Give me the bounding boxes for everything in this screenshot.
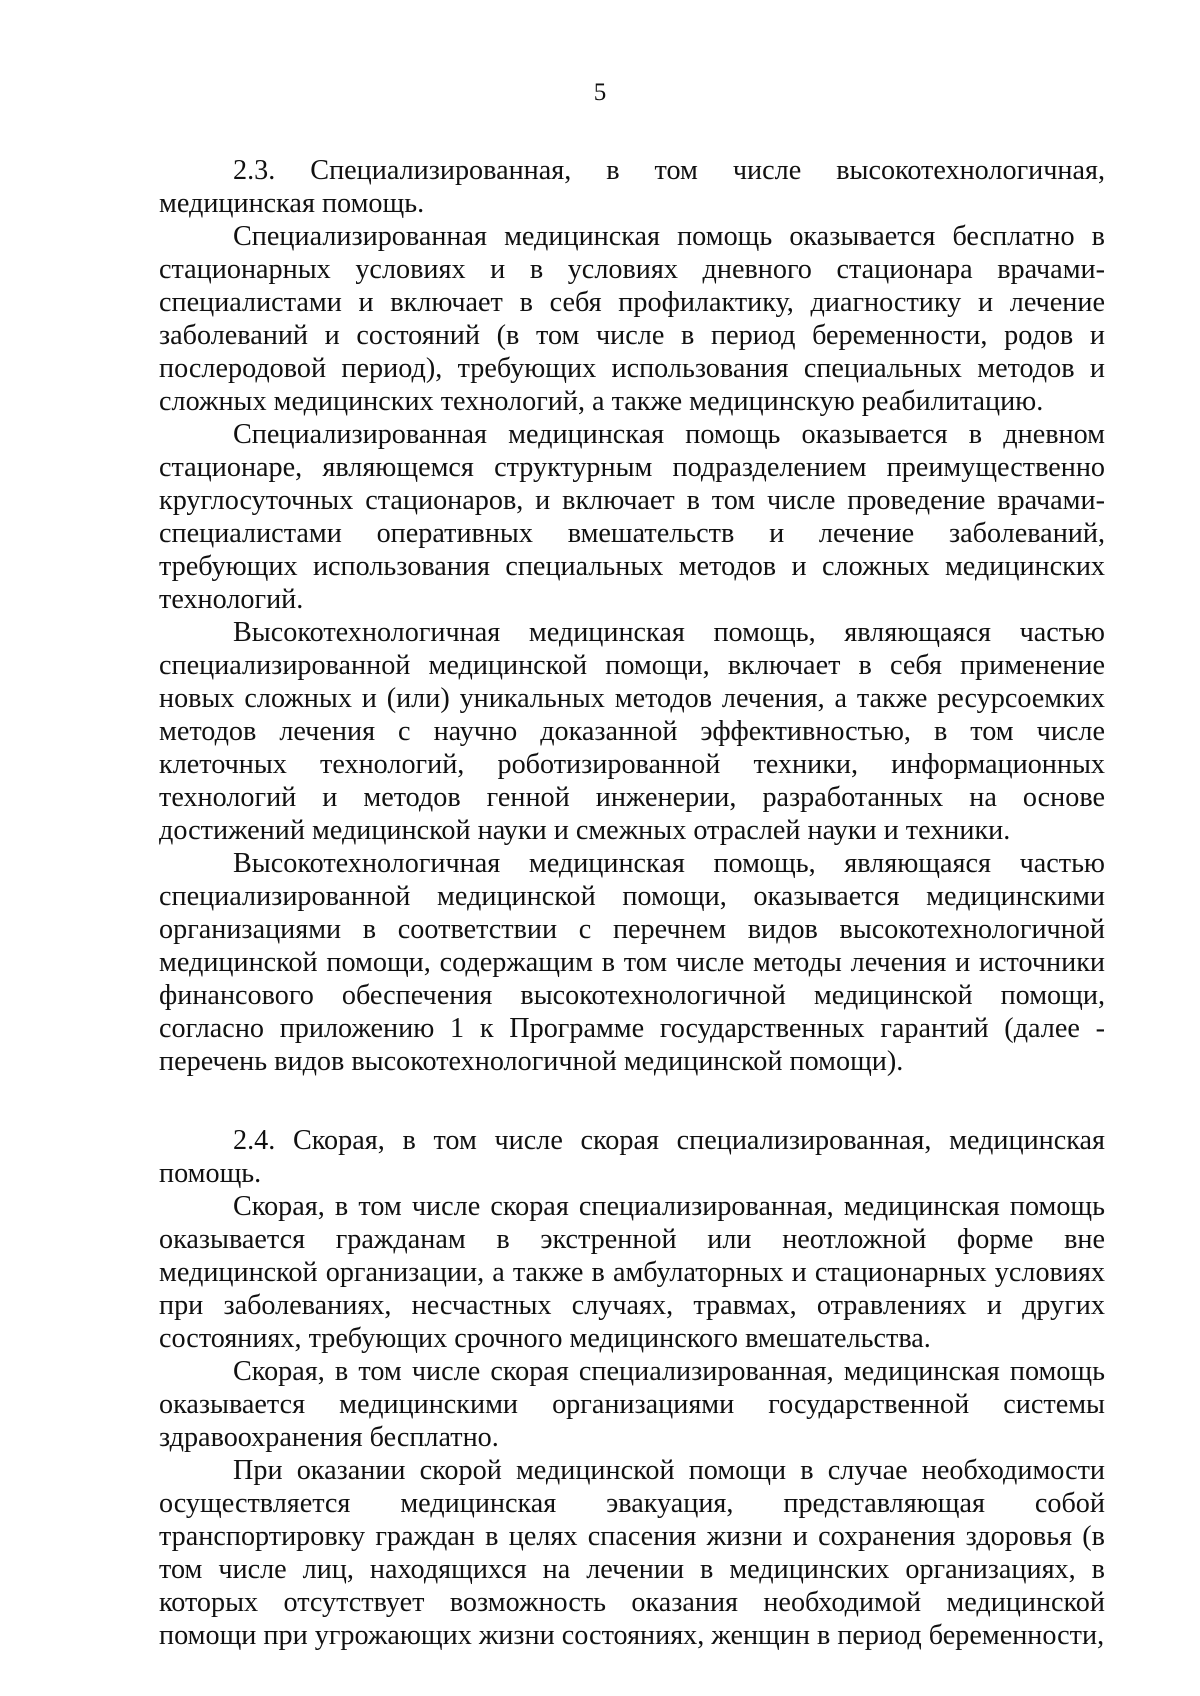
paragraph: Специализированная медицинская помощь оказывается бесплатно в стационарных условиях и в условиях дневного стационара врачами-специалистами и включает в себя профилактику, диагностику и лечение заболеваний и состояний (в том числе в период беременности, родов и послеродовой период), требующих использования специальных методов и сложных медицинских технологий, а также медицинскую реабилитацию. [159, 221, 1105, 417]
section-heading-2-3: 2.3. Специализированная, в том числе высокотехнологичная, медицинская помощь. [159, 155, 1105, 219]
page-number: 5 [593, 79, 607, 106]
paragraph: Скорая, в том числе скорая специализированная, медицинская помощь оказывается медицинскими организациями государственной системы здравоохранения бесплатно. [159, 1356, 1105, 1453]
document-body [159, 154, 1105, 1652]
paragraph: Высокотехнологичная медицинская помощь, являющаяся частью специализированной медицинской помощи, оказывается медицинскими организациями в соответствии с перечнем видов высокотехнологичной медицинской помощи, содержащим в том числе методы лечения и источники финансового обеспечения высокотехнологичной медицинской помощи, согласно приложению 1 к Программе государственных гарантий (далее - перечень видов высокотехнологичной медицинской помощи). [159, 848, 1105, 1077]
section-heading-2-4: 2.4. Скорая, в том числе скорая специализированная, медицинская помощь. [159, 1125, 1105, 1189]
paragraph: При оказании скорой медицинской помощи в случае необходимости осуществляется медицинская эвакуация, представляющая собой транспортировку граждан в целях спасения жизни и сохранения здоровья (в том числе лиц, находящихся на лечении в медицинских организациях, в которых отсутствует возможность оказания необходимой медицинской помощи при угрожающих жизни состояниях, женщин в период беременности, [159, 1455, 1105, 1651]
paragraph: Скорая, в том числе скорая специализированная, медицинская помощь оказывается гражданам в экстренной или неотложной форме вне медицинской организации, а также в амбулаторных и стационарных условиях при заболеваниях, несчастных случаях, травмах, отравлениях и других состояниях, требующих срочного медицинского вмешательства. [159, 1191, 1105, 1354]
paragraph: Высокотехнологичная медицинская помощь, являющаяся частью специализированной медицинской помощи, включает в себя применение новых сложных и (или) уникальных методов лечения, а также ресурсоемких методов лечения с научно доказанной эффективностью, в том числе клеточных технологий, роботизированной техники, информационных технологий и методов генной инженерии, разработанных на основе достижений медицинской науки и смежных отраслей науки и техники. [159, 617, 1105, 846]
paragraph: Специализированная медицинская помощь оказывается в дневном стационаре, являющемся структурным подразделением преимущественно круглосуточных стационаров, и включает в том числе проведение врачами-специалистами оперативных вмешательств и лечение заболеваний, требующих использования специальных методов и сложных медицинских технологий. [159, 419, 1105, 615]
